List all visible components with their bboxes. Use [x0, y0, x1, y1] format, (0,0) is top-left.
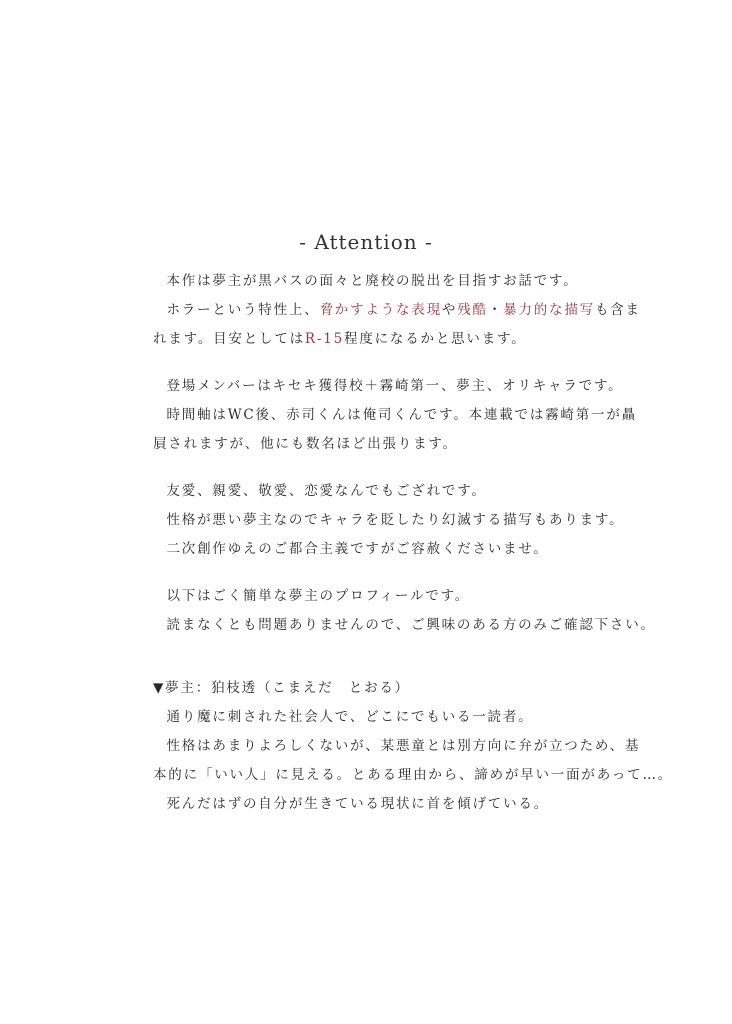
profile-line3: 本的に「いい人」に見える。とある理由から、諦めが早い一面があって…。 — [153, 767, 674, 783]
profile-line2: 性格はあまりよろしくないが、某悪童とは別方向に弁が立つため、基 — [166, 738, 641, 754]
para1-line2-g: も含ま — [594, 302, 641, 318]
warning-violent: 暴力的な描写 — [503, 302, 595, 318]
para3-line1: 友愛、親愛、敬愛、恋愛なんでもござれです。 — [166, 483, 487, 499]
warning-cruel: 残酷 — [457, 302, 488, 318]
para3-line3: 二次創作ゆえのご都合主義ですがご容赦くださいませ。 — [166, 541, 549, 557]
page-title: - Attention - — [299, 230, 433, 254]
para1-line3 — [153, 329, 527, 349]
para4-line2: 読まなくとも問題ありませんので、ご興味のある方のみご確認下さい。 — [166, 617, 656, 633]
para2-line2: 時間軸はWC後、赤司くんは俺司くんです。本連載では霧崎第一が贔 — [166, 407, 637, 423]
profile-heading: ▼夢主：狛枝透（こまえだ とおる） — [153, 680, 410, 696]
para2-line1: 登場メンバーはキセキ獲得校＋霧崎第一、夢主、オリキャラです。 — [166, 378, 624, 394]
para2-line3: 屓されますが、他にも数名ほど出張ります。 — [153, 436, 458, 452]
para3-line2: 性格が悪い夢主なのでキャラを貶したり幻滅する描写もあります。 — [166, 512, 625, 528]
warning-threatening: 脅かすような表現 — [319, 302, 442, 318]
para1-line2 — [153, 300, 641, 320]
profile-line4: 死んだはずの自分が生きている現状に首を傾げている。 — [166, 796, 549, 812]
profile-line1: 通り魔に刺された社会人で、どこにでもいる一読者。 — [166, 709, 534, 725]
para1-line3-a: れます。目安としては — [153, 331, 305, 347]
para1-line2-c: や — [441, 302, 458, 318]
para1-line1: 本作は夢主が黒バスの面々と廃校の脱出を目指すお話です。 — [166, 273, 579, 289]
para1-line3-c: 程度になるかと思います。 — [344, 331, 527, 347]
para1-line2-a: ホラーという特性上、 — [166, 302, 320, 318]
rating-badge: R-15 — [304, 331, 345, 347]
para1-line2-e: ・ — [487, 302, 504, 318]
para4-line1: 以下はごく簡単な夢主のプロフィールです。 — [166, 588, 471, 604]
